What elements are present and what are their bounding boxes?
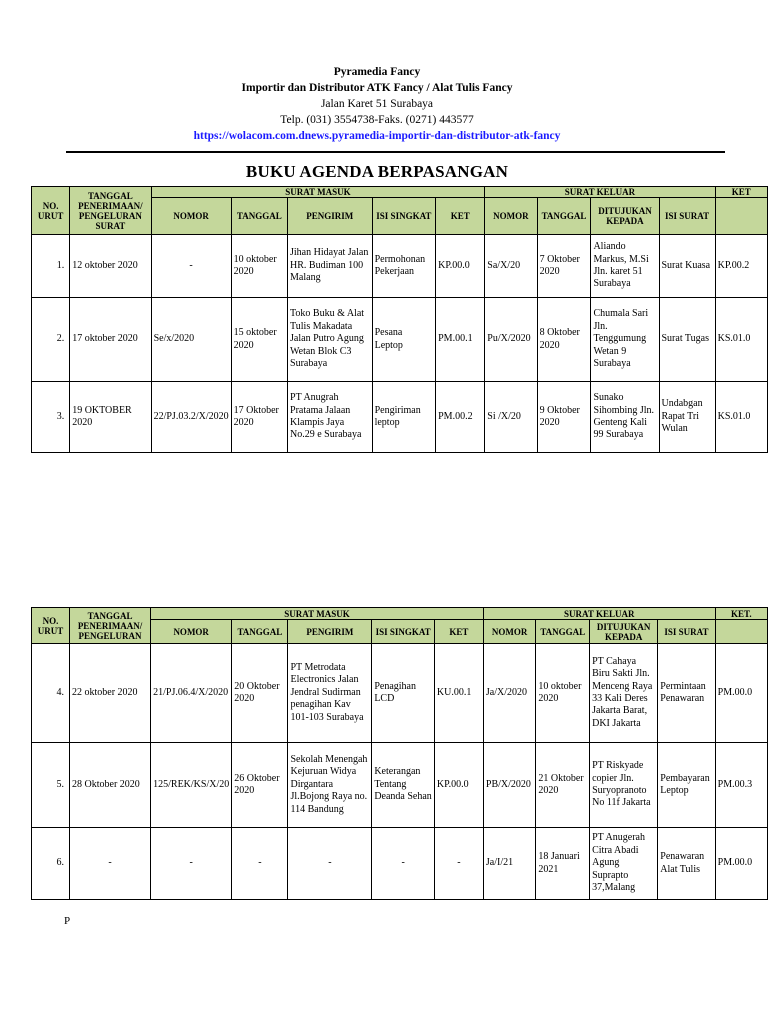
header-ket: KET <box>715 187 767 198</box>
agenda-table-1 <box>31 186 768 453</box>
cell-tujuan: PT Anugerah Citra Abadi Agung Suprapto 37,Malang <box>590 828 658 900</box>
cell-tujuan: Aliando Markus, M.Si Jln. karet 51 Surabaya <box>591 235 659 298</box>
company-url-link[interactable]: https://wolacom.com.dnews.pyramedia-importir-dan-distributor-atk-fancy <box>193 130 561 142</box>
header-ket-masuk: KET <box>434 620 483 644</box>
cell-tgl: 15 oktober 2020 <box>231 298 287 382</box>
company-phone: Telp. (031) 3554738-Faks. (0271) 443577 <box>280 114 474 126</box>
table-row <box>32 235 768 298</box>
cell-tgl: 10 oktober 2020 <box>231 235 287 298</box>
cell-pengirim: Toko Buku & Alat Tulis Makadata Jalan Putro Agung Wetan Blok C3 Surabaya <box>288 298 373 382</box>
footer-text: P <box>64 915 71 927</box>
company-name: Pyramedia Fancy <box>333 66 421 78</box>
cell-ket: PM.00.0 <box>715 828 767 900</box>
header-isi-surat: ISI SURAT <box>658 620 715 644</box>
cell-isi: Pesana Leptop <box>372 298 436 382</box>
cell-ket: KS.01.0 <box>715 298 767 382</box>
header-ket-empty <box>715 620 767 644</box>
cell-tanggal: - <box>70 828 151 900</box>
table-row <box>32 644 768 743</box>
cell-no: 2. <box>32 298 70 382</box>
table-row <box>32 743 768 828</box>
cell-tujuan: Chumala Sari Jln. Tenggumung Wetan 9 Surabaya <box>591 298 659 382</box>
header-nomor: NOMOR <box>151 620 232 644</box>
cell-isi: Pengiriman leptop <box>372 382 436 453</box>
cell-tgl: 20 Oktober 2020 <box>232 644 288 743</box>
cell-isi-keluar: Penawaran Alat Tulis <box>658 828 715 900</box>
cell-isi-keluar: Undabgan Rapat Tri Wulan <box>659 382 715 453</box>
header-isi-singkat: ISI SINGKAT <box>372 620 435 644</box>
cell-ket-masuk: KU.00.1 <box>434 644 483 743</box>
header-tanggal-keluar: TANGGAL <box>536 620 590 644</box>
cell-tujuan: PT Riskyade copier Jln. Suryopranoto No 11f Jakarta <box>590 743 658 828</box>
cell-ket-masuk: - <box>434 828 483 900</box>
cell-tgl-keluar: 10 oktober 2020 <box>536 644 590 743</box>
cell-nomor-keluar: Pu/X/2020 <box>485 298 537 382</box>
cell-pengirim: Jihan Hidayat Jalan HR. Budiman 100 Malang <box>288 235 373 298</box>
cell-ket: KS.01.0 <box>715 382 767 453</box>
cell-tujuan: Sunako Sihombing Jln. Genteng Kali 99 Surabaya <box>591 382 659 453</box>
header-surat-masuk: SURAT MASUK <box>151 608 484 620</box>
cell-tanggal: 22 oktober 2020 <box>70 644 151 743</box>
cell-isi-keluar: Surat Tugas <box>659 298 715 382</box>
header-pengirim: PENGIRIM <box>288 620 372 644</box>
cell-ket-masuk: KP.00.0 <box>434 743 483 828</box>
cell-tgl-keluar: 18 Januari 2021 <box>536 828 590 900</box>
header-isi-surat: ISI SURAT <box>659 198 715 235</box>
cell-tgl-keluar: 7 Oktober 2020 <box>537 235 591 298</box>
header-tanggal: TANGGAL <box>231 198 287 235</box>
cell-no: 6. <box>32 828 70 900</box>
cell-tanggal: 19 OKTOBER 2020 <box>70 382 151 453</box>
table-row <box>32 382 768 453</box>
cell-tgl-keluar: 9 Oktober 2020 <box>537 382 591 453</box>
cell-ket: PM.00.3 <box>715 743 767 828</box>
header-nomor-keluar: NOMOR <box>483 620 535 644</box>
table-row <box>32 828 768 900</box>
header-ket-empty <box>715 198 767 235</box>
company-address: Jalan Karet 51 Surabaya <box>320 98 434 110</box>
header-ditujukan-kepada: DITUJUKAN KEPADA <box>590 620 658 644</box>
header-tanggal-penerimaan: TANGGAL PENERIMAAN/ PENGELURAN <box>70 608 151 644</box>
cell-pengirim: PT Anugrah Pratama Jalaan Klampis Jaya No.29 e Surabaya <box>288 382 373 453</box>
header-pengirim: PENGIRIM <box>288 198 373 235</box>
cell-pengirim: PT Metrodata Electronics Jalan Jendral Sudirman penagihan Kav 101-103 Surabaya <box>288 644 372 743</box>
header-no-urut: NO. URUT <box>32 608 70 644</box>
header-ditujukan-kepada: DITUJUKAN KEPADA <box>591 198 659 235</box>
cell-ket-masuk: PM.00.2 <box>436 382 485 453</box>
cell-nomor: Se/x/2020 <box>151 298 231 382</box>
cell-ket: KP.00.2 <box>715 235 767 298</box>
header-no-urut: NO. URUT <box>32 187 70 235</box>
cell-nomor-keluar: Ja/I/21 <box>483 828 535 900</box>
cell-no: 4. <box>32 644 70 743</box>
cell-nomor: 22/PJ.03.2/X/2020 <box>151 382 231 453</box>
cell-no: 3. <box>32 382 70 453</box>
cell-tanggal: 28 Oktober 2020 <box>70 743 151 828</box>
cell-no: 5. <box>32 743 70 828</box>
cell-tgl: - <box>232 828 288 900</box>
cell-ket-masuk: PM.00.1 <box>436 298 485 382</box>
cell-nomor: 21/PJ.06.4/X/2020 <box>151 644 232 743</box>
cell-tgl-keluar: 8 Oktober 2020 <box>537 298 591 382</box>
cell-ket: PM.00.0 <box>715 644 767 743</box>
cell-tujuan: PT Cahaya Biru Sakti Jln. Menceng Raya 33 Kali Deres Jakarta Barat, DKI Jakarta <box>590 644 658 743</box>
company-subtitle: Importir dan Distributor ATK Fancy / Alat Tulis Fancy <box>241 82 513 94</box>
cell-pengirim: Sekolah Menengah Kejuruan Widya Dirgantara Jl.Bojong Raya no. 114 Bandung <box>288 743 372 828</box>
cell-pengirim: - <box>288 828 372 900</box>
cell-tanggal: 12 oktober 2020 <box>70 235 151 298</box>
header-surat-masuk: SURAT MASUK <box>151 187 485 198</box>
document-title: BUKU AGENDA BERPASANGAN <box>245 162 509 181</box>
header-tanggal-penerimaan: TANGGAL PENERIMAAN/ PENGELURAN SURAT <box>70 187 151 235</box>
cell-isi: Permohonan Pekerjaan <box>372 235 436 298</box>
cell-isi-keluar: Pembayaran Leptop <box>658 743 715 828</box>
header-surat-keluar: SURAT KELUAR <box>485 187 715 198</box>
header-tanggal: TANGGAL <box>232 620 288 644</box>
header-tanggal-keluar: TANGGAL <box>537 198 591 235</box>
cell-tgl: 17 Oktober 2020 <box>231 382 287 453</box>
agenda-table-2 <box>31 607 768 900</box>
cell-nomor: - <box>151 235 231 298</box>
cell-tanggal: 17 oktober 2020 <box>70 298 151 382</box>
cell-nomor: 125/REK/KS/X/20 <box>151 743 232 828</box>
header-isi-singkat: ISI SINGKAT <box>372 198 436 235</box>
table-row <box>32 298 768 382</box>
cell-ket-masuk: KP.00.0 <box>436 235 485 298</box>
header-ket: KET. <box>715 608 767 620</box>
header-ket-masuk: KET <box>436 198 485 235</box>
cell-tgl: 26 Oktober 2020 <box>232 743 288 828</box>
cell-nomor-keluar: Ja/X/2020 <box>483 644 535 743</box>
cell-nomor-keluar: Sa/X/20 <box>485 235 537 298</box>
header-nomor-keluar: NOMOR <box>485 198 537 235</box>
cell-nomor-keluar: PB/X/2020 <box>483 743 535 828</box>
cell-isi: Penagihan LCD <box>372 644 435 743</box>
cell-isi: - <box>372 828 435 900</box>
cell-tgl-keluar: 21 Oktober 2020 <box>536 743 590 828</box>
letterhead <box>0 64 754 144</box>
header-nomor: NOMOR <box>151 198 231 235</box>
cell-isi-keluar: Surat Kuasa <box>659 235 715 298</box>
header-surat-keluar: SURAT KELUAR <box>483 608 715 620</box>
cell-no: 1. <box>32 235 70 298</box>
cell-nomor: - <box>151 828 232 900</box>
cell-isi-keluar: Permintaan Penawaran <box>658 644 715 743</box>
header-divider <box>66 151 725 153</box>
cell-isi: Keterangan Tentang Deanda Sehan <box>372 743 435 828</box>
cell-nomor-keluar: Si /X/20 <box>485 382 537 453</box>
